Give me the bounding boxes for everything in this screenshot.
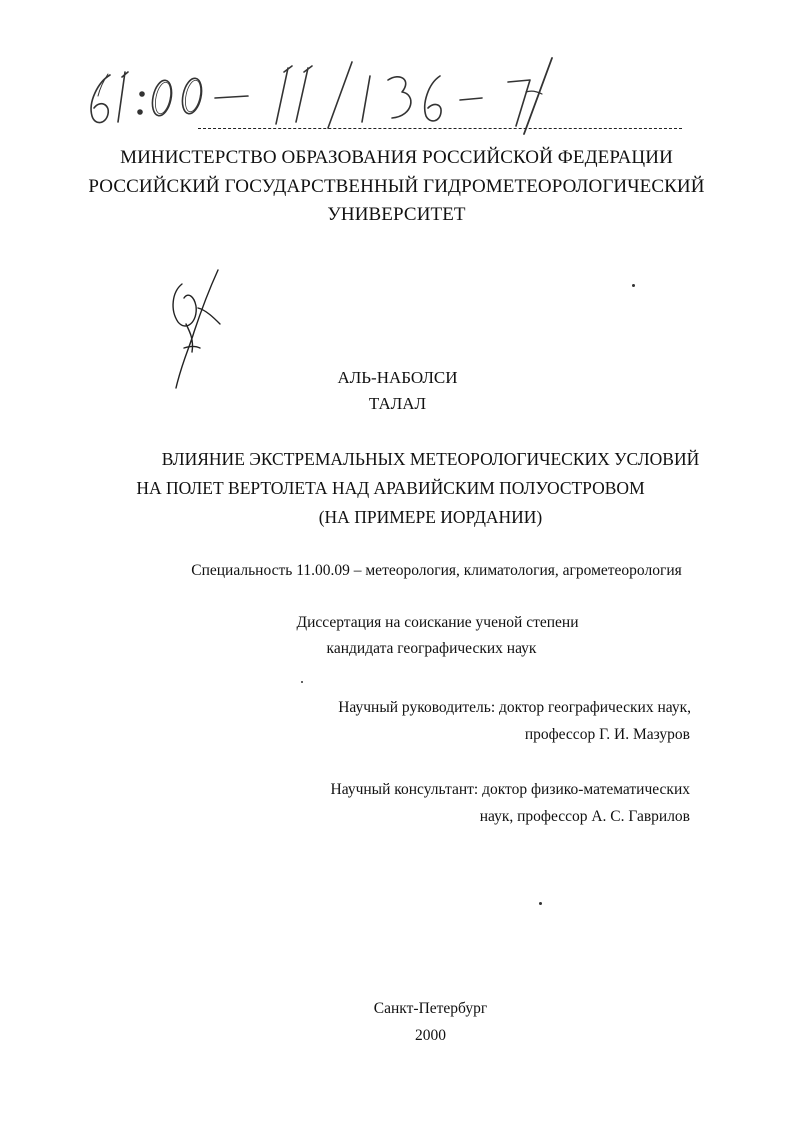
specialty bbox=[0, 562, 793, 580]
ministry-line-2: РОССИЙСКИЙ ГОСУДАРСТВЕННЫЙ ГИДРОМЕТЕОРОЛОГИЧЕСКИЙ bbox=[88, 176, 705, 197]
author-name-text: ТАЛАЛ bbox=[368, 394, 427, 413]
stamp-underline-rule bbox=[198, 128, 682, 129]
title-line-3 bbox=[0, 507, 793, 528]
speck bbox=[539, 902, 542, 905]
speck bbox=[301, 681, 303, 683]
supervisor-line-1: Научный руководитель: доктор географических наук, bbox=[338, 699, 691, 716]
title-line-1 bbox=[0, 449, 793, 470]
author-surname-text: АЛЬ-НАБОЛСИ bbox=[337, 368, 458, 387]
archive-stamp bbox=[70, 50, 570, 140]
supervisor-line-2: профессор Г. И. Мазуров bbox=[524, 726, 690, 743]
consultant-line-2: наук, профессор А. С. Гаврилов bbox=[479, 808, 690, 825]
title-line-2-text: НА ПОЛЕТ ВЕРТОЛЕТА НАД АРАВИЙСКИМ ПОЛУОСТРОВОМ bbox=[136, 478, 645, 498]
city-text: Санкт-Петербург bbox=[373, 1000, 488, 1017]
title-line-2 bbox=[0, 478, 793, 499]
degree-line-1 bbox=[0, 614, 793, 632]
title-line-1-text: ВЛИЯНИЕ ЭКСТРЕМАЛЬНЫХ МЕТЕОРОЛОГИЧЕСКИХ УСЛОВИЙ bbox=[161, 449, 700, 469]
ministry-line-3: УНИВЕРСИТЕТ bbox=[327, 204, 466, 225]
ministry-line-1: МИНИСТЕРСТВО ОБРАЗОВАНИЯ РОССИЙСКОЙ ФЕДЕРАЦИИ bbox=[120, 147, 673, 168]
degree-line-2 bbox=[0, 640, 793, 658]
author-name bbox=[0, 394, 793, 414]
speck bbox=[632, 284, 635, 287]
author-surname bbox=[0, 368, 793, 388]
year bbox=[0, 1027, 793, 1045]
degree-line-1-text: Диссертация на соискание ученой степени bbox=[296, 614, 579, 631]
city bbox=[0, 1000, 793, 1018]
year-text: 2000 bbox=[415, 1027, 446, 1044]
consultant-line-1: Научный консультант: доктор физико-математических bbox=[330, 781, 690, 798]
degree-line-2-text: кандидата географических наук bbox=[326, 640, 537, 657]
archive-stamp-handwriting bbox=[70, 50, 570, 140]
title-line-3-text: (НА ПРИМЕРЕ ИОРДАНИИ) bbox=[318, 507, 543, 527]
specialty-text: Специальность 11.00.09 – метеорология, климатология, агрометеорология bbox=[191, 562, 682, 579]
